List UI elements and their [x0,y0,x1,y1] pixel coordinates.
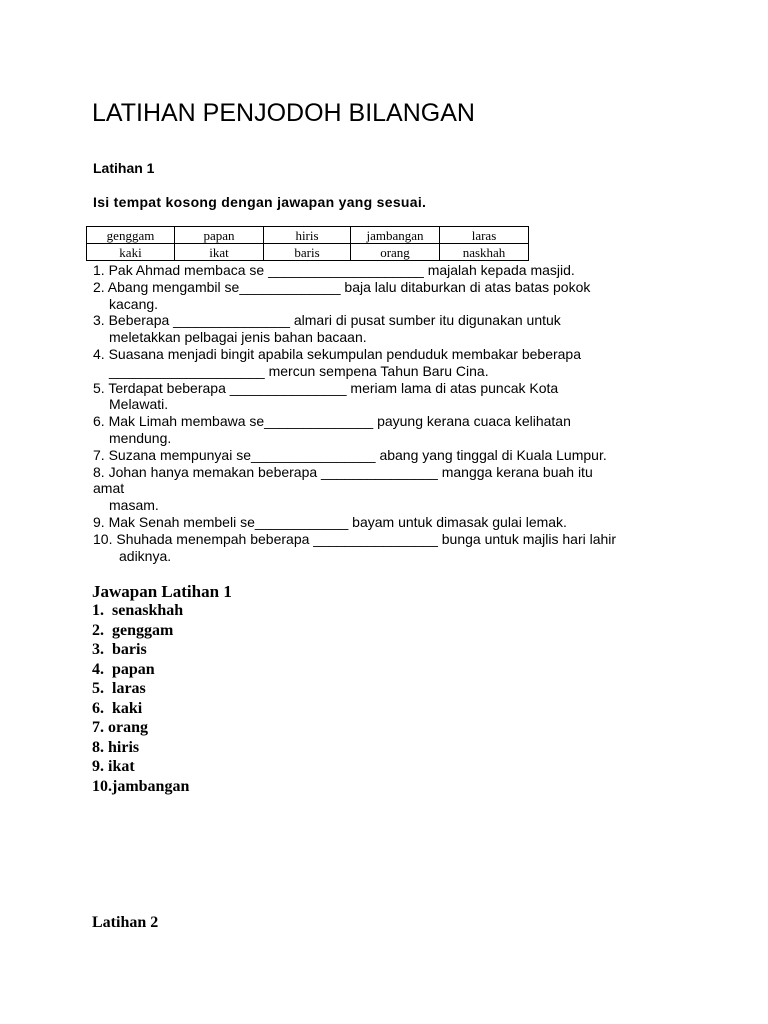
answer-list [92,601,189,796]
word-table-row [87,244,529,261]
answer-item: 6. kaki [92,699,143,717]
section-heading-latihan-2: Latihan 2 [92,914,159,931]
question-item: 7. Suzana mempunyai se________________ abang yang tinggal di Kuala Lumpur. [93,446,607,463]
question-list [93,262,693,564]
question-continuation: Melawati. [109,396,169,413]
section-heading-latihan-1: Latihan 1 [93,160,155,176]
word-table-row [87,227,529,244]
question-item: 10. Shuhada menempah beberapa ________________ bunga untuk majlis hari lahir [93,530,617,547]
word-choice-table [86,226,529,261]
word-cell: jambangan [351,227,440,244]
word-cell: laras [440,227,529,244]
question-item: 6. Mak Limah membawa se______________ payung kerana cuaca kelihatan [93,413,571,430]
answer-item: 4. papan [92,660,155,678]
question-continuation: kacang. [109,295,159,312]
word-cell: ikat [175,244,264,261]
instruction-text: Isi tempat kosong dengan jawapan yang sesuai. [93,194,427,210]
question-item: 9. Mak Senah membeli se____________ bayam untuk dimasak gulai lemak. [93,513,567,530]
answer-item: 10.jambangan [92,777,190,795]
question-continuation: ____________________ mercun sempena Tahun Baru Cina. [109,362,489,379]
question-item: 8. Johan hanya memakan beberapa _______________ mangga kerana buah itu [93,463,593,480]
word-cell: kaki [87,244,175,261]
word-cell: baris [264,244,351,261]
word-cell: hiris [264,227,351,244]
answer-item: 3. baris [92,641,147,658]
question-item: 5. Terdapat beberapa _______________ meriam lama di atas puncak Kota [93,379,559,396]
question-item: 1. Pak Ahmad membaca se ____________________ majalah kepada masjid. [93,262,575,278]
answer-item: 8. hiris [92,738,140,756]
word-cell: orang [351,244,440,261]
answer-item: 9. ikat [92,758,135,775]
question-continuation: mendung. [109,429,172,446]
question-item: 4. Suasana menjadi bingit apabila sekumpulan penduduk membakar beberapa [93,345,581,362]
question-continuation: meletakkan pelbagai jenis bahan bacaan. [109,329,367,346]
question-continuation: masam. [109,497,159,514]
question-continuation: adiknya. [119,547,172,564]
answers-heading: Jawapan Latihan 1 [92,582,232,601]
word-cell: papan [175,227,264,244]
word-cell: genggam [87,227,175,244]
page-title: LATIHAN PENJODOH BILANGAN [92,99,475,127]
answer-item: 5. laras [92,680,146,697]
answer-item: 2. genggam [92,621,174,639]
word-cell: naskhah [440,244,529,261]
question-item: 2. Abang mengambil se_____________ baja lalu ditaburkan di atas batas pokok [93,278,591,295]
question-continuation: amat [93,480,125,497]
answer-item: 7. orang [92,719,148,736]
answer-item: 1. senaskhah [92,602,184,619]
question-item: 3. Beberapa _______________ almari di pusat sumber itu digunakan untuk [93,312,561,329]
